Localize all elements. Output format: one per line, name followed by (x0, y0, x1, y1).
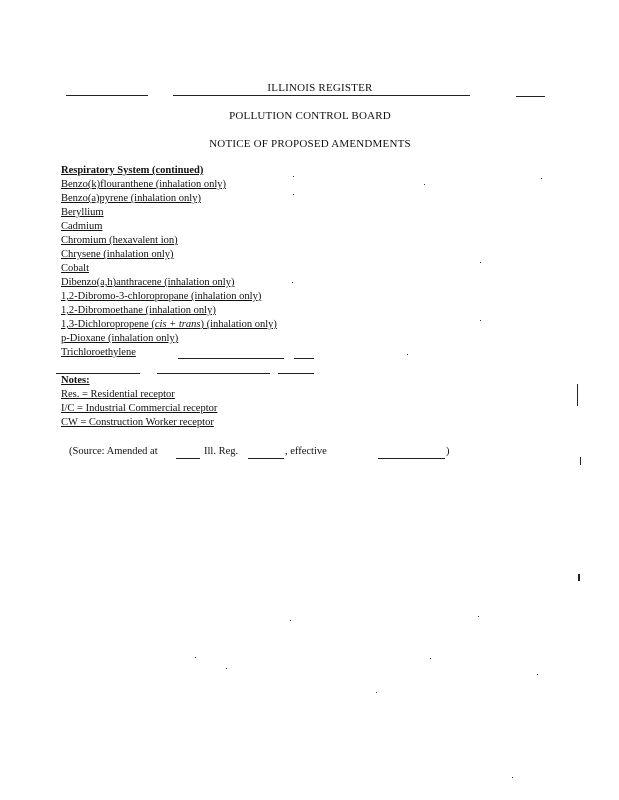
blank-line (278, 373, 314, 374)
list-item: Benzo(a)pyrene (inhalation only) (61, 193, 201, 204)
header-blank-right (516, 96, 545, 97)
section-heading: Respiratory System (continued) (61, 165, 204, 176)
note-item: I/C = Industrial Commercial receptor (61, 403, 218, 414)
list-item: Chromium (hexavalent ion) (61, 235, 178, 246)
source-reg: Ill. Reg. (204, 446, 239, 457)
list-item: 1,2-Dibromoethane (inhalation only) (61, 305, 216, 316)
list-item: Cobalt (61, 263, 89, 274)
scan-speck (537, 674, 538, 675)
source-blank-volume (176, 458, 200, 459)
scan-speck (376, 692, 377, 693)
scan-speck (293, 194, 294, 195)
header-blank-left (66, 95, 148, 96)
register-title: ILLINOIS REGISTER (267, 82, 373, 94)
note-item: CW = Construction Worker receptor (61, 417, 214, 428)
list-item: 1,2-Dibromo-3-chloropropane (inhalation only) (61, 291, 262, 302)
source-effective: , effective (285, 446, 327, 457)
scan-speck (480, 320, 481, 321)
scan-speck (293, 176, 294, 177)
scan-artifact (577, 384, 578, 406)
source-close: ) (446, 446, 450, 457)
list-item: Trichloroethylene (61, 347, 136, 358)
note-item: Res. = Residential receptor (61, 389, 175, 400)
scan-speck (512, 777, 513, 778)
source-blank-date (378, 458, 445, 459)
scan-speck (478, 616, 479, 617)
list-item: Dibenzo(a,h)anthracene (inhalation only) (61, 277, 235, 288)
blank-line (294, 358, 314, 359)
dichloropropene-suffix: ) (inhalation only) (200, 319, 277, 330)
scan-speck (292, 282, 293, 283)
notice-title: NOTICE OF PROPOSED AMENDMENTS (209, 138, 411, 150)
source-blank-page (248, 458, 284, 459)
scan-speck (290, 620, 291, 621)
board-name: POLLUTION CONTROL BOARD (229, 110, 391, 122)
notes-heading: Notes: (61, 375, 90, 386)
list-item-dichloropropene (61, 319, 277, 330)
list-item: Benzo(k)flouranthene (inhalation only) (61, 179, 227, 190)
scan-speck (226, 668, 227, 669)
scan-speck (407, 354, 408, 355)
blank-line (56, 373, 140, 374)
scan-speck (541, 178, 542, 179)
list-item: Beryllium (61, 207, 104, 218)
header-title-underline (173, 95, 470, 96)
scan-speck (480, 262, 481, 263)
list-item: p-Dioxane (inhalation only) (61, 333, 179, 344)
dichloropropene-prefix: 1,3-Dichloropropene ( (61, 319, 155, 330)
blank-line (178, 358, 284, 359)
dichloropropene-isomers: cis + trans (154, 319, 201, 330)
scan-artifact (580, 457, 581, 465)
blank-line (157, 373, 270, 374)
scan-speck (430, 658, 431, 659)
scan-artifact (578, 574, 580, 581)
list-item: Cadmium (61, 221, 103, 232)
list-item: Chrysene (inhalation only) (61, 249, 174, 260)
source-prefix: (Source: Amended at (69, 446, 158, 457)
scan-speck (195, 657, 196, 658)
scan-speck (424, 184, 425, 185)
